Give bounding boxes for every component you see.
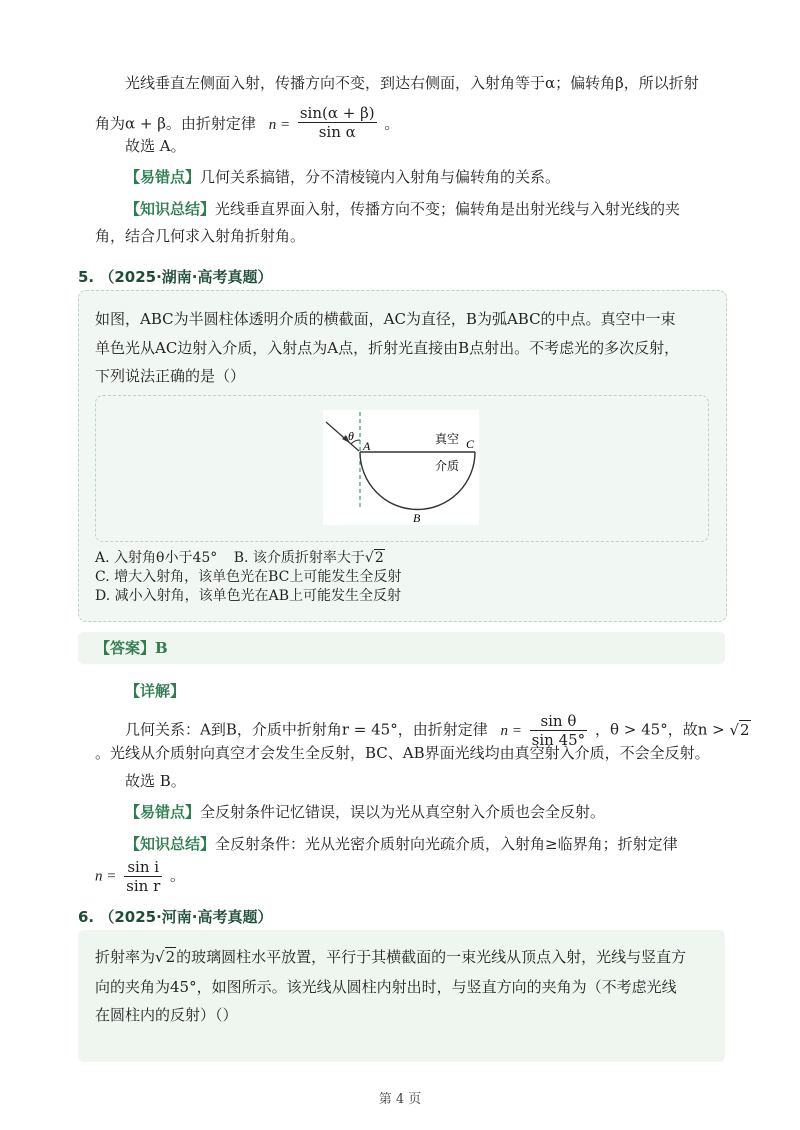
q5-error-point: [125, 801, 605, 823]
solution-numerator: sin θ: [530, 712, 588, 731]
q6-sqrt-radicand: 2: [165, 948, 176, 966]
error-tag: 【易错点】: [125, 168, 201, 186]
option-c[interactable]: C. 增大入射角，该单色光在BC上可能发生全反射: [95, 569, 402, 585]
q5-figure: [323, 410, 479, 525]
snell-numerator: sin(α + β): [299, 104, 375, 122]
snell-fraction: [298, 104, 377, 141]
solution-text-1b: ，θ > 45°，故n >: [594, 720, 725, 739]
option-d[interactable]: D. 减小入射角，该单色光在AB上可能发生全反射: [95, 588, 402, 604]
law-fraction: [124, 858, 162, 895]
option-b[interactable]: [234, 550, 385, 566]
label-a: A: [363, 439, 371, 453]
sqrt-symbol: √2: [364, 550, 384, 566]
sqrt-radicand: 2: [374, 550, 384, 566]
q5-stem-3: 下列说法正确的是（）: [95, 367, 246, 385]
question-5-heading: 5. （2025·湖南·高考真题）: [78, 268, 273, 286]
solution-n-equals: n =: [500, 722, 522, 739]
option-a[interactable]: A. 入射角θ小于45°: [95, 550, 218, 566]
q5-solution-line-2: 。光线从介质射向真空才会发生全反射，BC、AB界面光线均由真空射入介质，不会全反射。: [95, 744, 710, 762]
q5-law: [95, 858, 185, 895]
label-c: C: [466, 437, 475, 451]
law-denominator: sin r: [126, 877, 161, 895]
q6-sqrt: √2: [155, 948, 176, 966]
q5-stem-2: 单色光从AC边射入介质，入射点为A点，折射光直接由B点射出。不考虑光的多次反射，: [95, 339, 680, 357]
knowledge-text-1: 光线垂直界面入射，传播方向不变；偏转角是出射光线与入射光线的夹: [215, 200, 681, 218]
answer-text: 【答案】B: [95, 639, 168, 657]
label-b: B: [413, 511, 421, 525]
q5-error-tag: 【易错点】: [125, 803, 201, 821]
prev-line-1: 光线垂直左侧面入射，传播方向不变，到达右侧面，入射角等于α；偏转角β，所以折射: [125, 74, 699, 92]
answer-box: [78, 632, 725, 664]
q5-detail-tag: [125, 680, 185, 702]
label-theta: θ: [348, 429, 354, 443]
solution-text-1: 几何关系：A到B，介质中折射角r = 45°，由折射定律: [125, 720, 488, 739]
question-6-heading: 6. （2025·河南·高考真题）: [78, 908, 273, 926]
q6-stem-2: 向的夹角为45°，如图所示。该光线从圆柱内射出时，与竖直方向的夹角为（不考虑光线: [95, 978, 677, 996]
law-numerator: sin i: [124, 858, 162, 877]
detail-tag: 【详解】: [125, 682, 186, 700]
knowledge-tag: 【知识总结】: [125, 200, 216, 218]
q5-stem-1: 如图，ABC为半圆柱体透明介质的横截面，AC为直径，B为弧ABC的中点。真空中一束: [95, 310, 676, 328]
solution-sqrt: √2: [729, 720, 750, 739]
prev-line-2-end: 。: [384, 114, 400, 133]
q6-stem-1-pre: 折射率为: [95, 948, 156, 966]
q5-choose: 故选 B。: [125, 772, 186, 790]
solution-denominator: sin 45°: [531, 731, 586, 749]
option-b-text: B. 该介质折射率大于: [233, 550, 365, 566]
q5-knowledge-text: 全反射条件：光从光密介质射向光疏介质，入射角≥临界角；折射定律: [215, 835, 678, 853]
error-text: 几何关系搞错，分不清棱镜内入射角与偏转角的关系。: [200, 168, 561, 186]
prev-knowledge: [125, 198, 680, 220]
q6-stem-3: 在圆柱内的反射）（）: [95, 1006, 238, 1024]
solution-sqrt-radicand: 2: [740, 720, 750, 739]
label-vacuum: 真空: [435, 432, 460, 446]
q6-stem-1-post: 的玻璃圆柱水平放置，平行于其横截面的一束光线从顶点入射，光线与竖直方: [176, 948, 687, 966]
label-medium: 介质: [435, 459, 460, 473]
prev-error-point: [125, 166, 560, 188]
prev-choose: 故选 A。: [125, 137, 186, 155]
page-footer: 第 4 页: [378, 1092, 422, 1107]
q5-knowledge: [125, 833, 678, 855]
law-n-equals: n =: [95, 868, 117, 885]
q6-stem-1: [95, 946, 686, 968]
n-equals: n =: [268, 116, 291, 133]
law-end: 。: [170, 866, 186, 885]
q5-answer: [95, 637, 168, 659]
snell-denominator: sin α: [318, 123, 356, 141]
prev-knowledge-2: 角，结合几何求入射角折射角。: [95, 227, 306, 245]
q5-knowledge-tag: 【知识总结】: [125, 835, 216, 853]
q5-error-text: 全反射条件记忆错误，误以为光从真空射入介质也会全反射。: [200, 803, 606, 821]
prev-line-2-text: 角为α + β。由折射定律: [95, 114, 256, 133]
